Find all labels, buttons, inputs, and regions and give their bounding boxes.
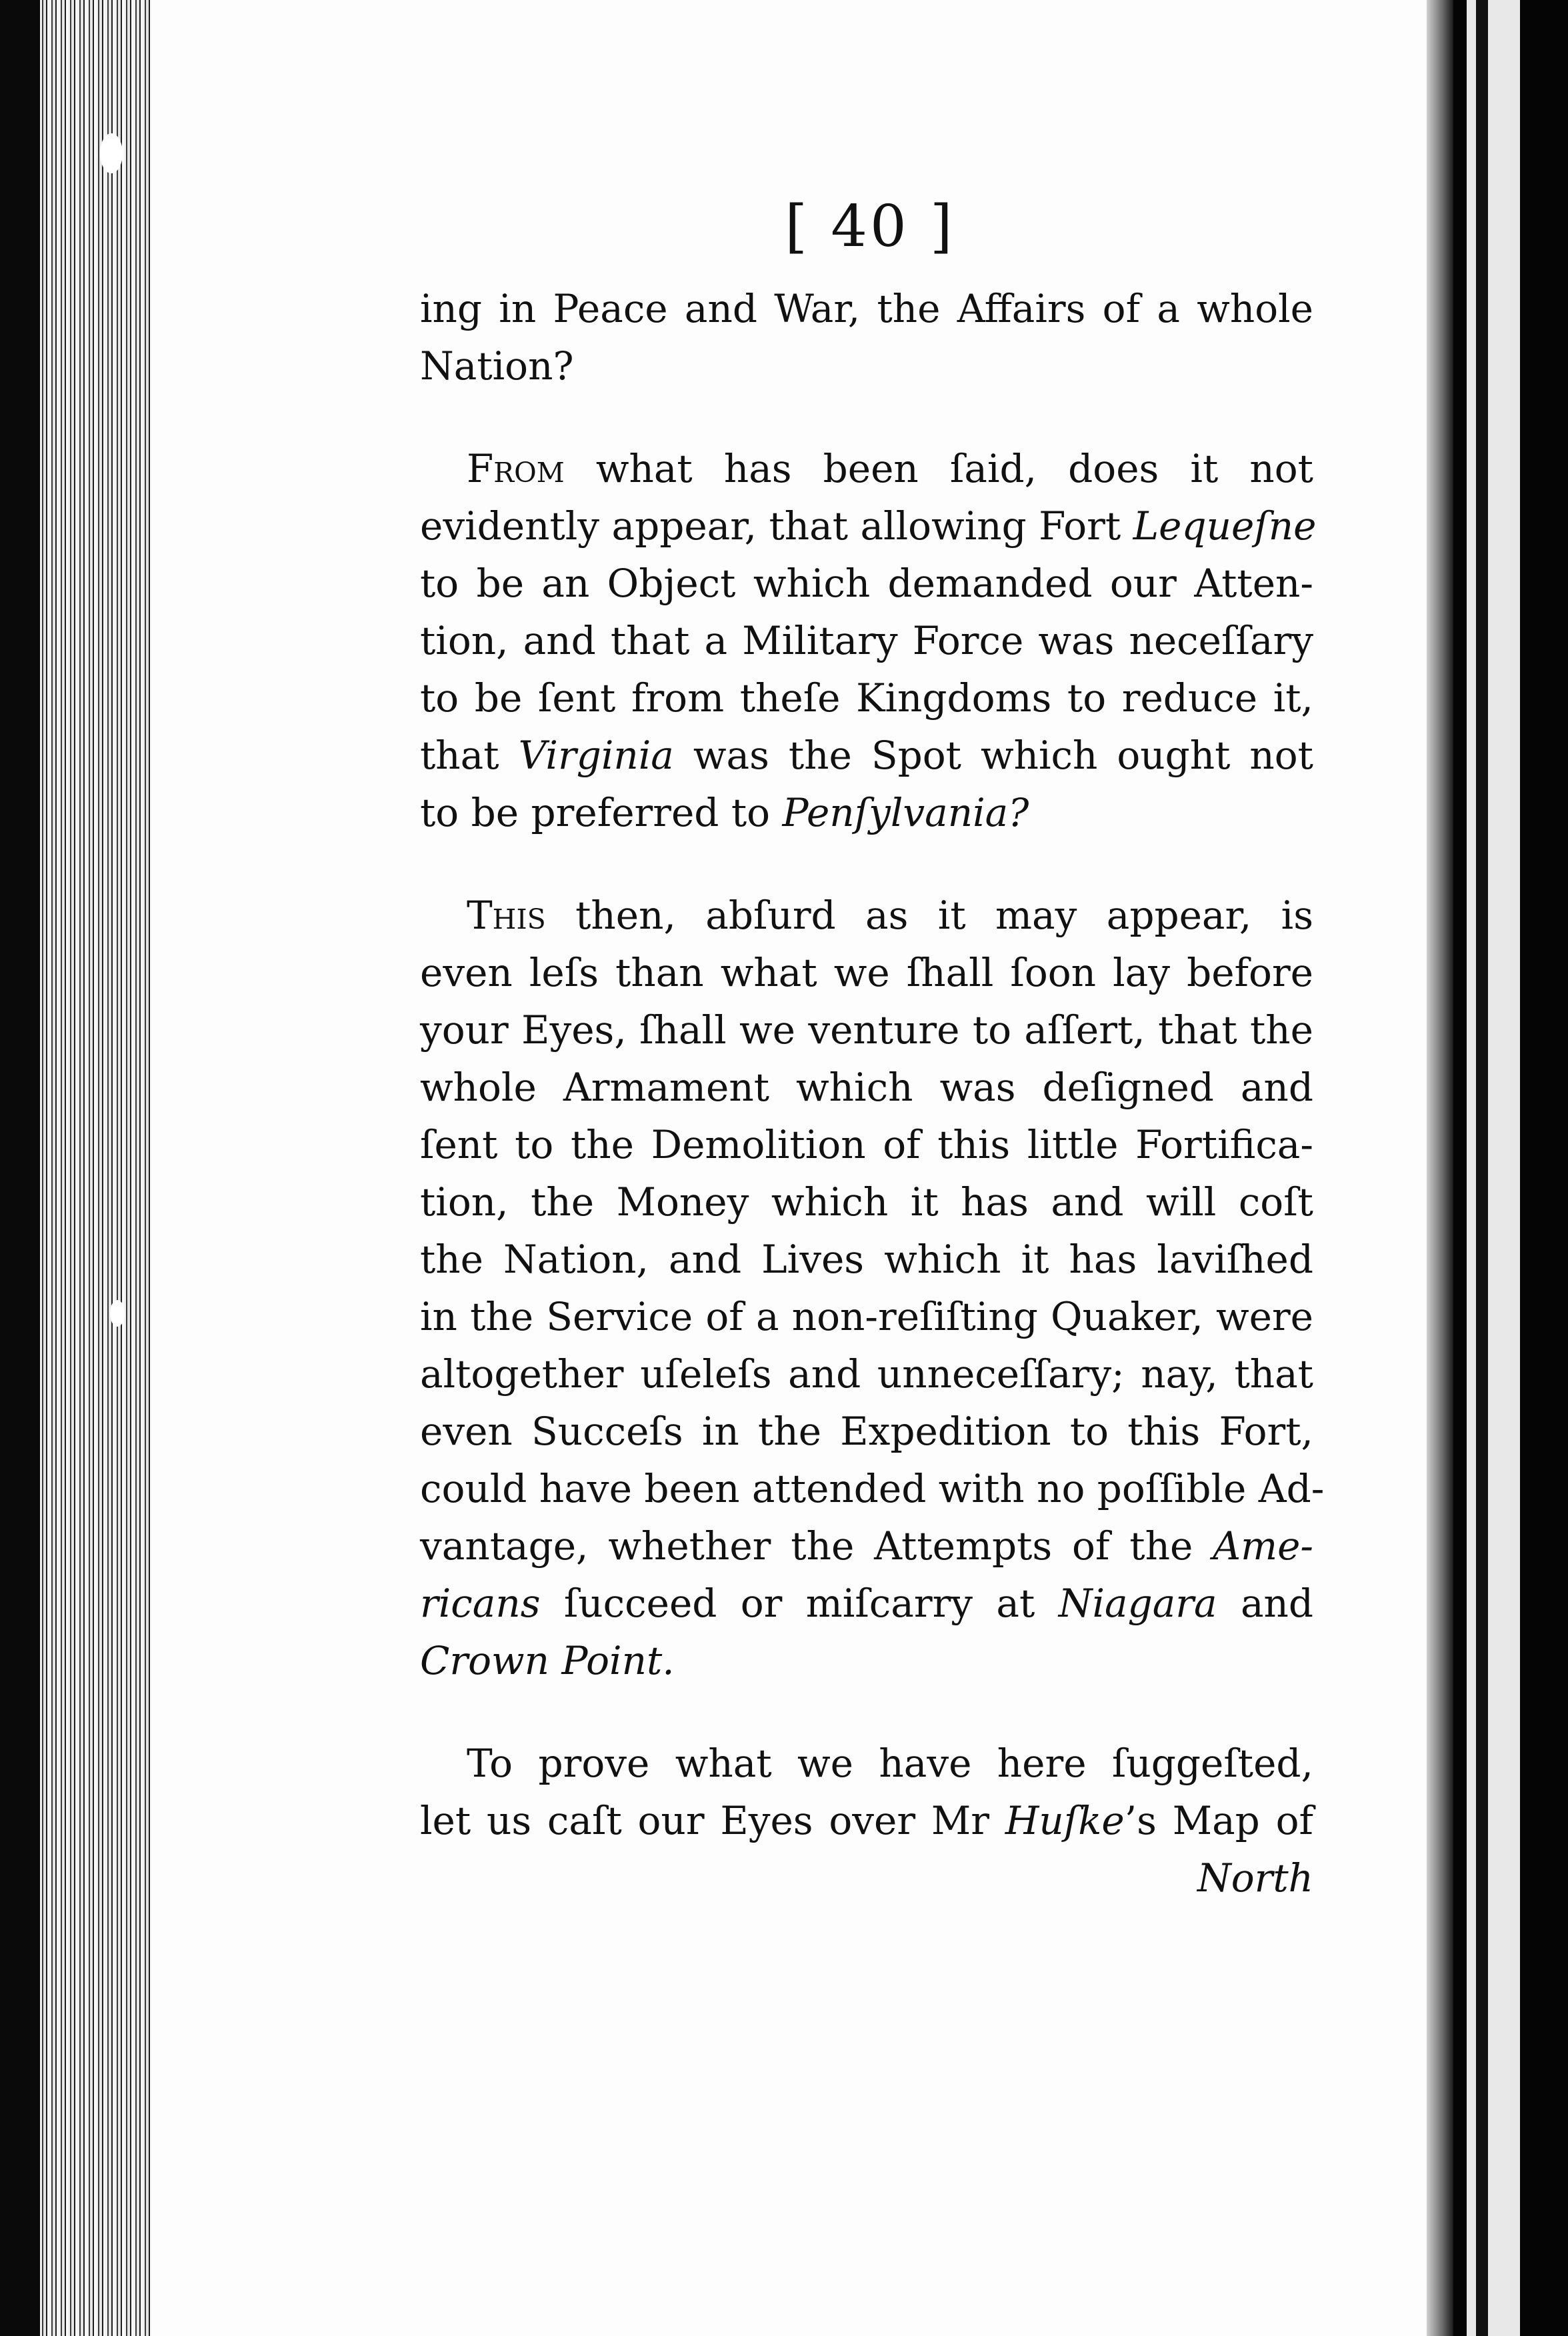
text-run: then, abſurd as it may appear, is (545, 893, 1313, 938)
page-number-header: [ 40 ] (785, 193, 955, 260)
text-run: could have been attended with no poſſible Ad- (420, 1466, 1325, 1511)
text-line (420, 1345, 1313, 1403)
text-run: ing in Peace and War, the Affairs of a whole (420, 286, 1313, 331)
paragraph (420, 1735, 1313, 1907)
text-run: to be an Object which demanded our Atten- (420, 561, 1313, 606)
text-run: your Eyes, ſhall we venture to aſſert, that the (420, 1007, 1313, 1053)
text-run: evidently appear, that allowing Fort (420, 503, 1133, 549)
scan-left-border (0, 0, 40, 2336)
italic-text: Ame- (1213, 1523, 1313, 1569)
text-line (420, 440, 1313, 497)
italic-text: ricans (420, 1581, 541, 1626)
text-line (420, 1059, 1313, 1116)
text-run: let us caſt our Eyes over Mr (420, 1798, 1005, 1843)
text-line (420, 1116, 1313, 1173)
text-line (420, 1575, 1313, 1632)
text-run: even Succeſs in the Expedition to this Fort, (420, 1409, 1313, 1454)
text-line (420, 1231, 1313, 1288)
text-run: even leſs than what we ſhall ſoon lay before (420, 950, 1313, 995)
text-line (420, 1173, 1313, 1231)
scan-speck (110, 1300, 125, 1327)
paragraph (420, 280, 1313, 395)
text-line (420, 1288, 1313, 1345)
text-run: whole Armament which was deſigned and (420, 1065, 1313, 1110)
text-line (420, 1632, 1313, 1689)
italic-text: Penſylvania? (782, 790, 1029, 835)
paragraph (420, 440, 1317, 841)
italic-text: Niagara (1058, 1581, 1217, 1626)
italic-text: Crown Point. (420, 1638, 675, 1683)
text-run: Nation? (420, 343, 574, 389)
text-line (420, 1001, 1313, 1059)
text-run: the Nation, and Lives which it has laviſhed (420, 1237, 1313, 1282)
text-line (420, 669, 1313, 727)
text-line (420, 612, 1313, 669)
text-run: to be ſent from theſe Kingdoms to reduce it, (420, 675, 1313, 721)
facing-page-sliver (1467, 0, 1520, 2336)
text-line (420, 1403, 1313, 1460)
text-line (420, 944, 1313, 1001)
body-text (420, 280, 1325, 1907)
paragraph-gap (420, 395, 1313, 440)
text-run: in the Service of a non-reſiſting Quaker, were (420, 1294, 1313, 1339)
smallcaps-text: This (467, 893, 546, 938)
text-run: and (1217, 1581, 1314, 1626)
paragraph-gap (420, 1689, 1313, 1735)
text-line (420, 887, 1313, 944)
italic-text: Lequeſne (1133, 503, 1317, 549)
text-run: ſucceed or miſcarry at (540, 1581, 1059, 1626)
book-gutter-shadow (1427, 0, 1453, 2336)
page-text (420, 187, 1325, 1907)
text-run: to be preferred to (420, 790, 783, 835)
text-run: tion, and that a Military Force was neceſſary (420, 618, 1313, 663)
scan-speck (100, 133, 123, 173)
text-run: ſent to the Demolition of this little Fortifica- (420, 1122, 1313, 1167)
text-line (420, 1792, 1313, 1849)
text-run: To prove what we have here ſuggeſted, (467, 1741, 1313, 1786)
paragraph-gap (420, 841, 1313, 887)
text-run: that (420, 733, 519, 778)
facing-page-gap (1476, 0, 1488, 2336)
text-line (420, 727, 1313, 784)
text-run: altogether uſeleſs and unneceſſary; nay, that (420, 1351, 1313, 1397)
text-line (420, 1735, 1313, 1792)
text-run: was the Spot which ought not (673, 733, 1313, 778)
italic-text: Virginia (518, 733, 674, 778)
text-line (420, 555, 1313, 612)
italic-text: North (1197, 1855, 1313, 1901)
text-line (420, 784, 1313, 841)
paragraph (420, 887, 1325, 1689)
text-line (420, 280, 1313, 337)
text-line (420, 1460, 1325, 1517)
text-line (420, 497, 1317, 555)
smallcaps-text: From (467, 446, 565, 491)
text-line (420, 1849, 1313, 1907)
text-run: ’s Map of (1124, 1798, 1313, 1843)
text-run: vantage, whether the Attempts of the (420, 1523, 1213, 1569)
text-line (420, 337, 1313, 395)
text-run: tion, the Money which it has and will coſt (420, 1179, 1313, 1225)
text-line (420, 1517, 1313, 1575)
text-run: what has been ſaid, does it not (564, 446, 1313, 491)
page-edges-stack (40, 0, 160, 2336)
italic-text: Huſke (1005, 1798, 1125, 1843)
